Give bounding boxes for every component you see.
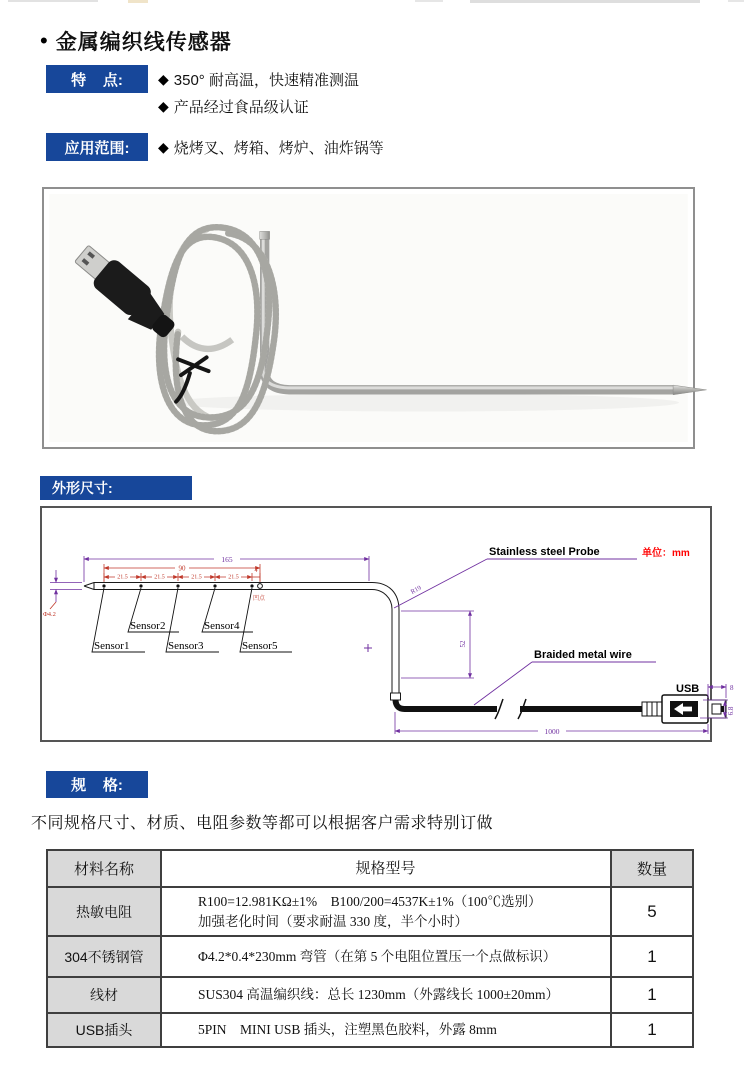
application-item (158, 137, 384, 158)
scan-artifact (8, 0, 98, 2)
material-name: 304不锈钢管 (47, 936, 161, 977)
dim-diameter (50, 570, 82, 609)
table-row (47, 936, 693, 977)
table-header-row (47, 850, 693, 887)
applications-label (46, 133, 148, 161)
spec-line: 加强老化时间（要求耐温 330 度，半个小时） (198, 913, 468, 929)
spec-line: R100=12.981KΩ±1% B100/200=4537K±1%（100℃选别） (198, 893, 542, 909)
table-row (47, 887, 693, 936)
material-name: 热敏电阻 (47, 887, 161, 936)
features-label (46, 65, 148, 93)
specs-label-text: 规 格: (71, 777, 123, 794)
scan-artifact (415, 0, 443, 2)
outline-dimensions-label-text: 外形尺寸: (52, 480, 113, 496)
specs-label (46, 771, 148, 798)
wire-callout (474, 649, 656, 705)
diamond-bullet-icon: ◆ (158, 98, 169, 114)
applications-label-text: 应用范围: (64, 139, 130, 157)
dim-pitch: 21.5 (191, 574, 202, 581)
dimple-note: 凹点 (253, 596, 266, 602)
spec-table (46, 849, 694, 1048)
page-title: 金属编织线传感器 (55, 31, 232, 54)
page-title-row (40, 26, 232, 56)
sensor-label: Sensor5 (242, 640, 278, 652)
probe-callout-text: Stainless steel Probe (489, 546, 600, 558)
material-qty: 1 (611, 936, 693, 977)
usb-label: USB (676, 683, 700, 695)
cable-line (396, 699, 643, 719)
product-photo-illustration (49, 194, 688, 442)
table-row (47, 1013, 693, 1047)
dim-pitch: 21.5 (154, 574, 165, 581)
material-spec: SUS304 高温编织线：总长 1230mm（外露线长 1000±20mm） (161, 977, 611, 1013)
feature-item (158, 69, 359, 90)
wire-callout-text: Braided metal wire (534, 649, 632, 661)
dim-pitch: 21.5 (228, 574, 239, 581)
col-header-material: 材料名称 (47, 850, 161, 887)
sensor-dots (102, 584, 253, 587)
material-name: 线材 (47, 977, 161, 1013)
material-spec: 5PIN MINI USB 插头，注塑黑色胶料，外露 8mm (161, 1013, 611, 1047)
col-header-spec: 规格型号 (161, 850, 611, 887)
table-row (47, 977, 693, 1013)
dimension-drawing-svg (42, 508, 735, 740)
specs-intro: 不同规格尺寸、材质、电阻参数等都可以根据客户需求特别订做 (31, 815, 494, 832)
material-qty: 5 (611, 887, 693, 936)
scan-artifact (128, 0, 148, 3)
unit-note: 单位：mm (642, 548, 690, 559)
material-spec (161, 887, 611, 936)
features-label-text: 特 点: (71, 71, 123, 89)
material-qty: 1 (611, 1013, 693, 1047)
scan-artifact (728, 0, 744, 2)
sensor-label: Sensor2 (130, 620, 166, 632)
dim-usb-height: 6.8 (727, 706, 735, 716)
sensor-label: Sensor3 (168, 640, 204, 652)
dim-tip-offset: 4 (254, 568, 258, 574)
center-cross-mark (364, 644, 372, 652)
dim-pitch: 21.5 (117, 574, 128, 581)
col-header-qty: 数量 (611, 850, 693, 887)
material-name: USB插头 (47, 1013, 161, 1047)
dim-usb-width: 8 (730, 684, 734, 692)
dim-bend-radius: R19 (409, 584, 423, 596)
title-bullet: • (40, 28, 48, 53)
probe-callout (394, 546, 637, 608)
product-photo (42, 187, 695, 449)
diamond-bullet-icon: ◆ (158, 71, 169, 87)
dim-diameter-text: Φ4.2 (43, 611, 56, 618)
sensor-label: Sensor1 (94, 640, 130, 652)
material-spec: Φ4.2*0.4*230mm 弯管（在第 5 个电阻位置压一个点做标识） (161, 936, 611, 977)
dim-vertical-text: 52 (459, 640, 467, 648)
feature-item (158, 96, 309, 117)
application-text: 烧烤叉、烤箱、烤炉、油炸锅等 (173, 140, 384, 157)
feature-text: 产品经过食品级认证 (173, 99, 309, 116)
diamond-bullet-icon: ◆ (158, 139, 169, 155)
dimple-marker (258, 584, 263, 589)
dimension-drawing (40, 506, 735, 742)
dim-cable-length: 1000 (544, 727, 560, 736)
dim-total-length: 165 (221, 555, 233, 564)
feature-text: 350° 耐高温，快速精准测温 (173, 72, 359, 89)
outline-dimensions-label (40, 476, 192, 500)
scan-artifact (470, 0, 700, 3)
dim-sensor-span: 90 (178, 564, 186, 573)
material-qty: 1 (611, 977, 693, 1013)
usb-connector-drawing (642, 683, 726, 723)
sensor-label: Sensor4 (204, 620, 240, 632)
